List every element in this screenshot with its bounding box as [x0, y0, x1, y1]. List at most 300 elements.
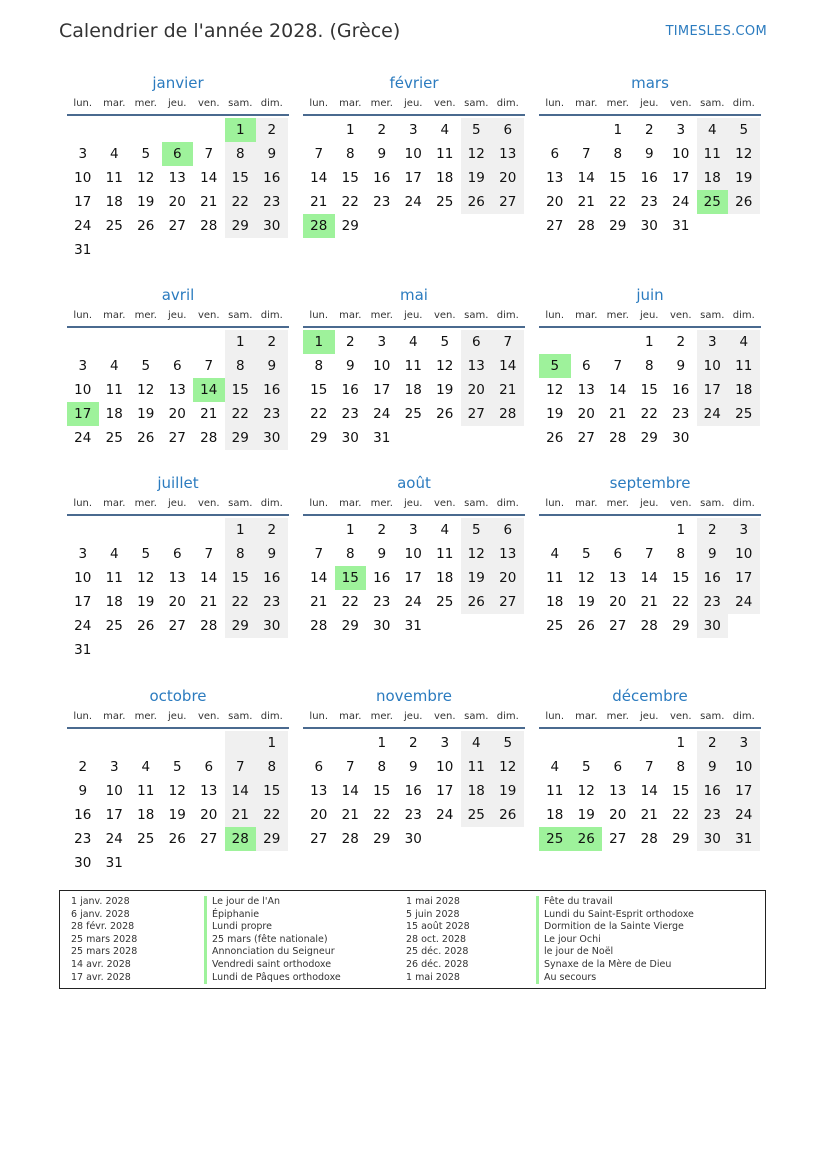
- day-cell: 8: [345, 146, 355, 162]
- day-cell: 10: [74, 570, 92, 586]
- day-cell: 17: [672, 170, 690, 186]
- day-cell: 14: [200, 570, 218, 586]
- empty-cell: [539, 330, 571, 354]
- day-cell: 19: [137, 194, 155, 210]
- day-cell: 20: [546, 194, 564, 210]
- empty-cell: [130, 731, 162, 755]
- weekday-header: [303, 496, 525, 516]
- day-cell: 4: [697, 118, 729, 142]
- day-cell: 14: [492, 354, 524, 378]
- weekday-label: dim.: [732, 711, 755, 722]
- weekday-label: jeu.: [404, 498, 423, 509]
- day-cell: 27: [168, 618, 186, 634]
- day-cell: 29: [672, 831, 690, 847]
- day-cell: 6: [581, 358, 591, 374]
- empty-cell: [193, 518, 225, 542]
- day-cell: 28: [609, 430, 627, 446]
- empty-cell: [162, 330, 194, 354]
- day-cell: 1: [225, 518, 257, 542]
- day-cell: 26: [492, 803, 524, 827]
- day-cell: 10: [728, 542, 760, 566]
- weekday-header: [303, 308, 525, 328]
- day-cell: 22: [672, 807, 690, 823]
- weekday-label: sam.: [228, 711, 253, 722]
- day-cell: 17: [105, 807, 123, 823]
- day-cell: 3: [440, 735, 450, 751]
- day-cell: 10: [373, 358, 391, 374]
- weekday-label: jeu.: [168, 498, 187, 509]
- day-cell: 17: [436, 783, 454, 799]
- weekday-label: mer.: [134, 98, 157, 109]
- holiday-name: Le jour Ochi: [536, 934, 694, 947]
- day-cell: 7: [314, 546, 324, 562]
- day-cell: 6: [172, 546, 182, 562]
- day-cell: 4: [109, 146, 119, 162]
- day-cell: 18: [697, 166, 729, 190]
- holiday-date: 25 mars 2028: [71, 933, 138, 945]
- day-cell: 13: [168, 170, 186, 186]
- day-cell: 15: [672, 570, 690, 586]
- weekday-label: jeu.: [168, 98, 187, 109]
- day-cell: 4: [728, 330, 760, 354]
- day-cell: 25: [137, 831, 155, 847]
- holiday-name: 25 mars (fête nationale): [204, 934, 341, 947]
- day-cell: 22: [225, 590, 257, 614]
- day-cell: 15: [609, 170, 627, 186]
- weekday-label: ven.: [197, 310, 220, 321]
- day-cell: 3: [408, 522, 418, 538]
- holiday-name: Vendredi saint orthodoxe: [204, 959, 341, 972]
- day-cell: 7: [613, 358, 623, 374]
- day-cell: 23: [404, 807, 422, 823]
- weekday-label: mar.: [339, 498, 362, 509]
- day-cell: 18: [436, 170, 454, 186]
- day-cell: 23: [373, 194, 391, 210]
- day-cell: 8: [644, 358, 654, 374]
- weekday-label: jeu.: [640, 498, 659, 509]
- weekday-label: dim.: [260, 711, 283, 722]
- day-cell: 6: [613, 759, 623, 775]
- day-cell: 11: [404, 358, 422, 374]
- weekday-label: mer.: [606, 711, 629, 722]
- day-cell: 23: [341, 406, 359, 422]
- day-cell: 24: [672, 194, 690, 210]
- day-cell: 26: [436, 406, 454, 422]
- day-cell: 2: [377, 122, 387, 138]
- day-cell: 30: [256, 214, 288, 238]
- day-cell: 21: [492, 378, 524, 402]
- holiday-dates-col-1: [71, 896, 137, 984]
- holiday-name: Épiphanie: [204, 909, 341, 922]
- weekday-label: ven.: [197, 98, 220, 109]
- day-cell: 16: [341, 382, 359, 398]
- day-cell: 27: [200, 831, 218, 847]
- day-cell: 16: [256, 566, 288, 590]
- page-title: Calendrier de l'année 2028. (Grèce): [59, 20, 401, 42]
- weekday-header: [539, 496, 761, 516]
- weekday-label: mer.: [134, 711, 157, 722]
- day-cell: 25: [105, 218, 123, 234]
- day-cell: 25: [436, 594, 454, 610]
- day-cell: 9: [408, 759, 418, 775]
- day-cell: 26: [546, 430, 564, 446]
- day-cell: 26: [137, 618, 155, 634]
- weekday-label: sam.: [700, 711, 725, 722]
- holiday-date: 15 août 2028: [406, 921, 470, 933]
- empty-cell: [539, 518, 571, 542]
- day-cell: 19: [461, 566, 493, 590]
- empty-cell: [193, 330, 225, 354]
- day-cell: 18: [404, 382, 422, 398]
- day-cell: 29: [341, 218, 359, 234]
- day-cell: 6: [461, 330, 493, 354]
- day-cell: 6: [613, 546, 623, 562]
- month-name: novembre: [376, 687, 452, 705]
- day-cell: 15: [225, 566, 257, 590]
- weekday-label: ven.: [433, 498, 456, 509]
- day-cell: 5: [440, 334, 450, 350]
- month-8: [303, 472, 525, 638]
- day-cell: 1: [225, 330, 257, 354]
- day-cell: 11: [436, 146, 454, 162]
- day-cell: 7: [204, 358, 214, 374]
- holiday-date: 26 déc. 2028: [406, 958, 469, 970]
- weekday-label: jeu.: [640, 98, 659, 109]
- day-cell: 14: [310, 570, 328, 586]
- weekday-label: lun.: [309, 310, 329, 321]
- day-cell: 2: [644, 122, 654, 138]
- day-cell: 3: [697, 330, 729, 354]
- day-cell: 7: [644, 546, 654, 562]
- month-name: janvier: [152, 74, 204, 92]
- day-cell: 7: [314, 146, 324, 162]
- weekday-label: lun.: [73, 98, 93, 109]
- day-cell: 11: [105, 170, 123, 186]
- day-cell: 20: [461, 378, 493, 402]
- day-cell: 19: [137, 406, 155, 422]
- day-cell: 3: [408, 122, 418, 138]
- day-cell: 8: [613, 146, 623, 162]
- empty-cell: [539, 731, 571, 755]
- weekday-header: [67, 96, 289, 116]
- day-cell: 26: [137, 430, 155, 446]
- day-cell: 19: [577, 594, 595, 610]
- weekday-header: [67, 496, 289, 516]
- day-cell: 22: [341, 594, 359, 610]
- day-cell: 1: [676, 735, 686, 751]
- weekday-label: lun.: [309, 498, 329, 509]
- day-cell: 20: [168, 406, 186, 422]
- day-cell: 4: [141, 759, 151, 775]
- day-cell: 16: [74, 807, 92, 823]
- empty-cell: [67, 518, 99, 542]
- day-cell: 6: [172, 358, 182, 374]
- day-cell: 19: [436, 382, 454, 398]
- holiday-name: Lundi du Saint-Esprit orthodoxe: [536, 909, 694, 922]
- day-cell: 22: [672, 594, 690, 610]
- weekday-label: mer.: [370, 498, 393, 509]
- day-cell: 24: [373, 406, 391, 422]
- day-cell: 31: [672, 218, 690, 234]
- day-cell: 16: [373, 570, 391, 586]
- day-cell: 22: [609, 194, 627, 210]
- day-cell: 18: [105, 406, 123, 422]
- day-grid: [67, 731, 289, 875]
- day-cell: 27: [168, 430, 186, 446]
- day-cell: 2: [345, 334, 355, 350]
- empty-cell: [225, 731, 257, 755]
- day-cell: 30: [256, 426, 288, 450]
- day-grid: [539, 330, 761, 450]
- day-cell: 8: [225, 542, 257, 566]
- day-cell: 30: [373, 618, 391, 634]
- month-name: août: [397, 474, 431, 492]
- day-cell: 30: [404, 831, 422, 847]
- weekday-label: dim.: [260, 98, 283, 109]
- day-cell: 23: [256, 402, 288, 426]
- day-cell: 7: [492, 330, 524, 354]
- day-cell: 22: [341, 194, 359, 210]
- empty-cell: [130, 518, 162, 542]
- day-cell: 17: [697, 378, 729, 402]
- day-cell: 15: [256, 779, 288, 803]
- day-cell: 5: [492, 731, 524, 755]
- empty-cell: [303, 518, 335, 542]
- day-cell: 29: [341, 618, 359, 634]
- day-cell: 29: [672, 618, 690, 634]
- empty-cell: [634, 518, 666, 542]
- weekday-label: ven.: [197, 711, 220, 722]
- day-cell: 18: [436, 570, 454, 586]
- day-cell: 31: [74, 642, 92, 658]
- holiday-date: 28 oct. 2028: [406, 933, 467, 945]
- day-cell: 3: [728, 518, 760, 542]
- day-cell: 16: [697, 566, 729, 590]
- day-cell: 4: [109, 358, 119, 374]
- day-cell: 24: [404, 194, 422, 210]
- day-cell: 27: [310, 831, 328, 847]
- day-cell: 15: [672, 783, 690, 799]
- day-cell: 8: [256, 755, 288, 779]
- day-cell: 9: [78, 783, 88, 799]
- day-cell: 1: [225, 118, 257, 142]
- month-name: février: [389, 74, 439, 92]
- holiday-dates-col-2: [406, 896, 470, 984]
- weekday-label: jeu.: [168, 711, 187, 722]
- day-cell: 1: [303, 330, 335, 354]
- weekday-label: dim.: [732, 98, 755, 109]
- holiday-name: Fête du travail: [536, 896, 694, 909]
- weekday-label: lun.: [545, 711, 565, 722]
- day-cell: 1: [345, 522, 355, 538]
- day-cell: 20: [609, 594, 627, 610]
- day-cell: 11: [728, 354, 760, 378]
- day-cell: 15: [310, 382, 328, 398]
- day-cell: 27: [609, 618, 627, 634]
- day-cell: 1: [256, 731, 288, 755]
- empty-cell: [571, 118, 603, 142]
- holiday-name: le jour de Noël: [536, 946, 694, 959]
- day-cell: 25: [404, 406, 422, 422]
- day-cell: 2: [676, 334, 686, 350]
- day-cell: 28: [492, 402, 524, 426]
- site-link[interactable]: TIMESLES.COM: [665, 24, 767, 39]
- day-cell: 13: [609, 570, 627, 586]
- day-cell: 11: [137, 783, 155, 799]
- day-cell: 12: [461, 542, 493, 566]
- day-cell: 19: [137, 594, 155, 610]
- weekday-label: ven.: [669, 711, 692, 722]
- day-cell: 4: [550, 546, 560, 562]
- day-cell: 3: [377, 334, 387, 350]
- day-cell: 27: [492, 590, 524, 614]
- day-cell: 14: [225, 779, 257, 803]
- day-cell: 17: [728, 779, 760, 803]
- day-cell: 21: [200, 594, 218, 610]
- day-cell: 31: [404, 618, 422, 634]
- weekday-label: jeu.: [404, 98, 423, 109]
- day-cell: 16: [256, 166, 288, 190]
- day-cell: 19: [546, 406, 564, 422]
- weekday-label: dim.: [496, 498, 519, 509]
- day-cell: 28: [310, 618, 328, 634]
- day-cell: 26: [168, 831, 186, 847]
- weekday-label: mar.: [575, 98, 598, 109]
- day-cell: 2: [697, 731, 729, 755]
- day-cell: 7: [225, 755, 257, 779]
- day-cell: 24: [697, 402, 729, 426]
- weekday-label: sam.: [464, 711, 489, 722]
- day-cell: 13: [200, 783, 218, 799]
- day-grid: [539, 731, 761, 851]
- day-cell: 16: [697, 779, 729, 803]
- weekday-label: sam.: [464, 98, 489, 109]
- weekday-label: sam.: [700, 310, 725, 321]
- day-cell: 19: [168, 807, 186, 823]
- weekday-label: lun.: [545, 98, 565, 109]
- weekday-header: [539, 709, 761, 729]
- day-cell: 20: [168, 594, 186, 610]
- day-cell: 9: [697, 755, 729, 779]
- day-cell: 5: [141, 358, 151, 374]
- day-cell: 13: [461, 354, 493, 378]
- weekday-label: lun.: [309, 98, 329, 109]
- weekday-label: ven.: [433, 98, 456, 109]
- day-cell: 12: [546, 382, 564, 398]
- day-cell: 15: [640, 382, 658, 398]
- day-cell: 26: [571, 827, 603, 851]
- day-cell: 24: [74, 430, 92, 446]
- empty-cell: [303, 731, 335, 755]
- empty-cell: [303, 118, 335, 142]
- day-cell: 8: [345, 546, 355, 562]
- month-6: [539, 284, 761, 450]
- day-cell: 27: [609, 831, 627, 847]
- weekday-label: sam.: [228, 310, 253, 321]
- empty-cell: [335, 731, 367, 755]
- day-cell: 12: [492, 755, 524, 779]
- day-cell: 11: [697, 142, 729, 166]
- day-cell: 21: [200, 406, 218, 422]
- day-cell: 9: [256, 542, 288, 566]
- day-cell: 7: [204, 546, 214, 562]
- day-cell: 25: [105, 618, 123, 634]
- day-cell: 13: [609, 783, 627, 799]
- weekday-label: lun.: [73, 711, 93, 722]
- day-cell: 4: [440, 122, 450, 138]
- day-cell: 18: [137, 807, 155, 823]
- day-cell: 2: [256, 518, 288, 542]
- holiday-name: Le jour de l'An: [204, 896, 341, 909]
- day-grid: [67, 330, 289, 450]
- day-cell: 15: [225, 166, 257, 190]
- day-cell: 25: [697, 190, 729, 214]
- day-cell: 28: [200, 218, 218, 234]
- month-10: [67, 685, 289, 875]
- weekday-label: mar.: [339, 711, 362, 722]
- day-cell: 19: [492, 779, 524, 803]
- weekday-label: mer.: [606, 498, 629, 509]
- holiday-legend: [59, 890, 766, 989]
- day-cell: 4: [440, 522, 450, 538]
- weekday-label: mar.: [339, 98, 362, 109]
- month-name: mars: [631, 74, 669, 92]
- day-cell: 25: [728, 402, 760, 426]
- day-cell: 13: [310, 783, 328, 799]
- day-cell: 20: [200, 807, 218, 823]
- day-cell: 30: [640, 218, 658, 234]
- weekday-label: mar.: [575, 498, 598, 509]
- day-cell: 31: [728, 827, 760, 851]
- day-cell: 19: [461, 166, 493, 190]
- day-cell: 14: [609, 382, 627, 398]
- day-cell: 28: [225, 827, 257, 851]
- day-cell: 25: [546, 618, 564, 634]
- day-grid: [303, 518, 525, 638]
- day-cell: 7: [345, 759, 355, 775]
- weekday-label: mer.: [606, 310, 629, 321]
- weekday-header: [539, 308, 761, 328]
- day-cell: 11: [461, 755, 493, 779]
- day-cell: 7: [204, 146, 214, 162]
- day-cell: 30: [74, 855, 92, 871]
- weekday-header: [303, 96, 525, 116]
- day-cell: 16: [640, 170, 658, 186]
- day-cell: 12: [168, 783, 186, 799]
- day-cell: 25: [105, 430, 123, 446]
- day-cell: 22: [225, 402, 257, 426]
- day-cell: 28: [640, 831, 658, 847]
- day-cell: 8: [676, 546, 686, 562]
- day-cell: 9: [644, 146, 654, 162]
- holiday-date: 1 mai 2028: [406, 971, 460, 983]
- day-cell: 5: [581, 759, 591, 775]
- day-cell: 21: [200, 194, 218, 210]
- month-2: [303, 72, 525, 238]
- weekday-label: lun.: [73, 498, 93, 509]
- day-cell: 18: [461, 779, 493, 803]
- day-cell: 24: [728, 590, 760, 614]
- day-cell: 24: [404, 594, 422, 610]
- day-cell: 5: [461, 518, 493, 542]
- month-name: septembre: [609, 474, 691, 492]
- day-cell: 28: [640, 618, 658, 634]
- day-cell: 13: [492, 142, 524, 166]
- weekday-label: jeu.: [168, 310, 187, 321]
- empty-cell: [67, 731, 99, 755]
- weekday-label: sam.: [228, 498, 253, 509]
- day-cell: 8: [377, 759, 387, 775]
